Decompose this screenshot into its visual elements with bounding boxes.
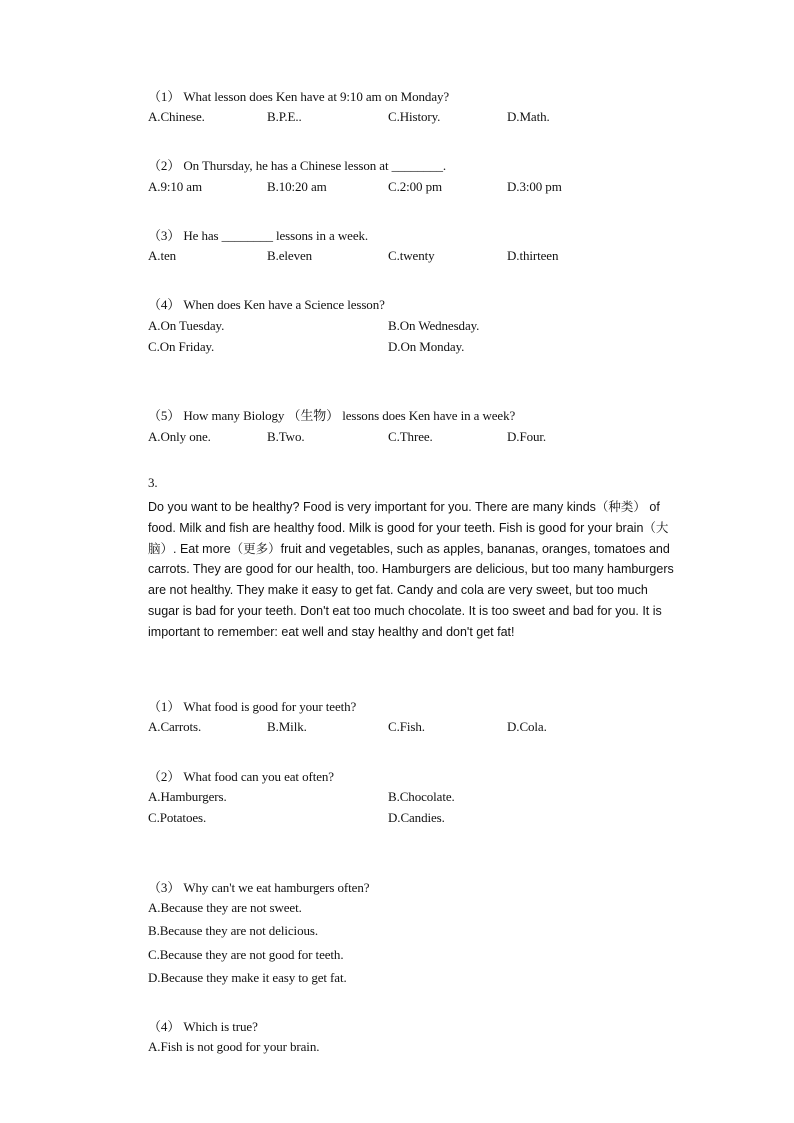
option-c[interactable]: C.2:00 pm [388, 179, 442, 194]
option-c[interactable]: C.twenty [388, 248, 435, 263]
reading-passage [148, 497, 674, 643]
option-b[interactable]: B.Chocolate. [388, 789, 455, 804]
question-text: （2） What food can you eat often? [148, 769, 334, 784]
option-b[interactable]: B.On Wednesday. [388, 318, 480, 333]
option-a[interactable]: A.Only one. [148, 429, 211, 444]
option-c[interactable]: C.Three. [388, 429, 433, 444]
option-b[interactable]: B.P.E.. [267, 109, 302, 124]
option-a[interactable]: A.Because they are not sweet. [148, 900, 302, 915]
option-c[interactable]: C.History. [388, 109, 441, 124]
option-a[interactable]: A.Chinese. [148, 109, 205, 124]
question-text: （3） He has ________ lessons in a week. [148, 228, 369, 243]
question-text: （5） How many Biology （生物） lessons does Ken have in a week? [148, 408, 516, 423]
option-a[interactable]: A.On Tuesday. [148, 318, 225, 333]
option-b[interactable]: B.10:20 am [267, 179, 327, 194]
option-d[interactable]: D.On Monday. [388, 339, 465, 354]
question-text: （4） Which is true? [148, 1019, 258, 1034]
passage-text: Do you want to be healthy? Food is very important for you. There are many kinds（种类） of food. Milk and fish are healthy food. Milk is good for your teeth. Fish is good for your brain（大脑）. Eat more（更多）fruit and vegetables, such as apples, bananas, oranges, tomatoes and carrots. They are good for our health, too. Hamburgers are delicious, but too many hamburgers are not healthy. They make it easy to get fat. Candy and cola are very sweet, but too much sugar is bad for your teeth. Don't eat too much chocolate. It is too sweet and bad for you. It is important to remember: eat well and stay healthy and don't get fat! [148, 500, 674, 639]
option-b[interactable]: B.Because they are not delicious. [148, 923, 318, 938]
option-a[interactable]: A.Carrots. [148, 719, 202, 734]
option-d[interactable]: D.Cola. [507, 719, 547, 734]
option-b[interactable]: B.Milk. [267, 719, 307, 734]
option-d[interactable]: D.Candies. [388, 810, 445, 825]
option-c[interactable]: C.Because they are not good for teeth. [148, 947, 344, 962]
option-b[interactable]: B.eleven [267, 248, 313, 263]
question-text: （2） On Thursday, he has a Chinese lesson at ________. [148, 158, 446, 173]
option-a[interactable]: A.Fish is not good for your brain. [148, 1039, 320, 1054]
option-c[interactable]: C.On Friday. [148, 339, 215, 354]
section-number: 3. [148, 475, 158, 490]
option-d[interactable]: D.3:00 pm [507, 179, 562, 194]
question-text: （4） When does Ken have a Science lesson? [148, 297, 385, 312]
option-d[interactable]: D.Math. [507, 109, 550, 124]
option-d[interactable]: D.Four. [507, 429, 547, 444]
question-text: （1） What food is good for your teeth? [148, 699, 357, 714]
option-d[interactable]: D.Because they make it easy to get fat. [148, 970, 347, 985]
question-text: （1） What lesson does Ken have at 9:10 am on Monday? [148, 89, 450, 104]
option-c[interactable]: C.Potatoes. [148, 810, 207, 825]
option-a[interactable]: A.ten [148, 248, 177, 263]
option-b[interactable]: B.Two. [267, 429, 305, 444]
question-text: （3） Why can't we eat hamburgers often? [148, 880, 370, 895]
option-a[interactable]: A.Hamburgers. [148, 789, 227, 804]
option-a[interactable]: A.9:10 am [148, 179, 202, 194]
option-d[interactable]: D.thirteen [507, 248, 559, 263]
option-c[interactable]: C.Fish. [388, 719, 425, 734]
